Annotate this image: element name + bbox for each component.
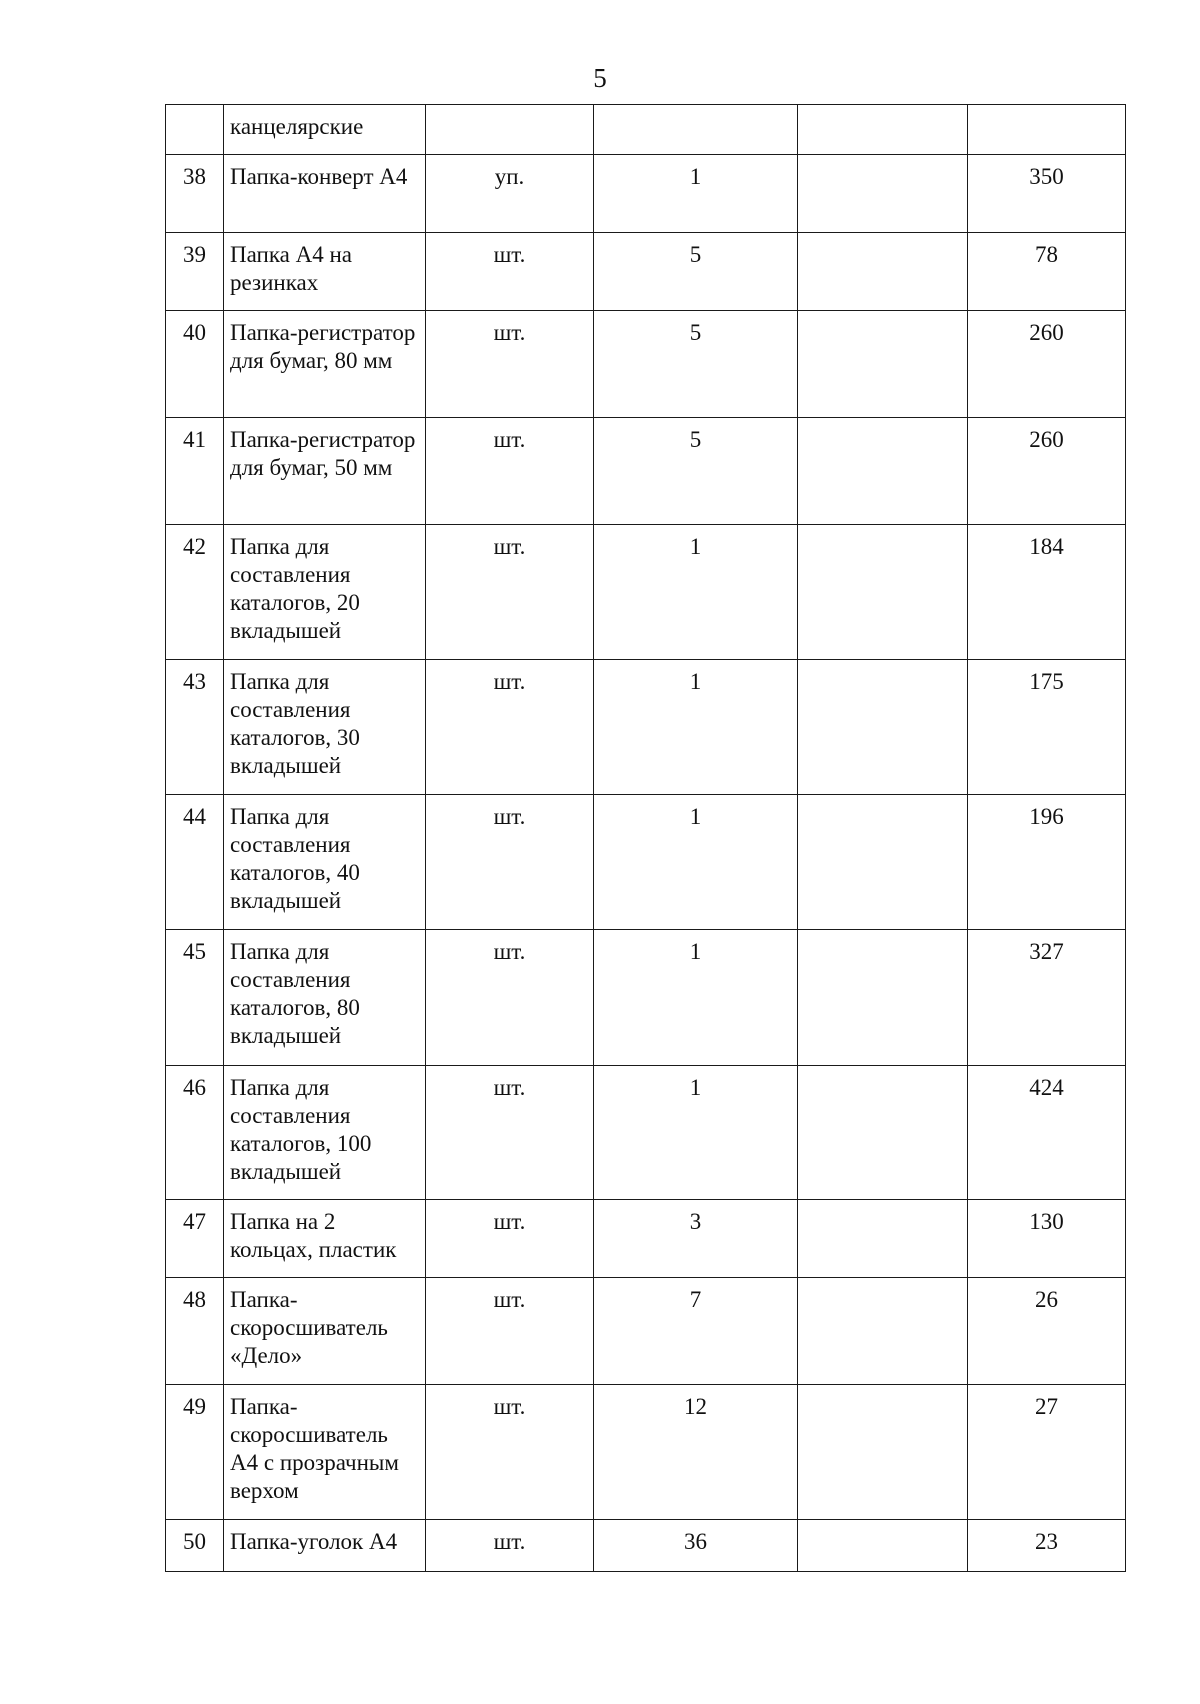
item-unit: шт. xyxy=(426,795,594,930)
item-price: 196 xyxy=(968,795,1126,930)
item-price: 130 xyxy=(968,1200,1126,1278)
table-row xyxy=(166,1385,1126,1520)
item-name: Папка-скоросшиватель «Дело» xyxy=(224,1278,426,1385)
item-quantity: 1 xyxy=(594,155,798,233)
item-quantity: 3 xyxy=(594,1200,798,1278)
empty-cell xyxy=(798,418,968,525)
item-unit: шт. xyxy=(426,525,594,660)
item-name: Папка-уголок А4 xyxy=(224,1520,426,1572)
empty-cell xyxy=(798,155,968,233)
item-unit: шт. xyxy=(426,1520,594,1572)
table-row xyxy=(166,155,1126,233)
page-number: 5 xyxy=(593,63,607,93)
empty-cell xyxy=(798,1278,968,1385)
item-unit: шт. xyxy=(426,930,594,1066)
empty-cell xyxy=(798,311,968,418)
item-quantity: 7 xyxy=(594,1278,798,1385)
row-number: 43 xyxy=(166,660,224,795)
item-price: 78 xyxy=(968,233,1126,311)
item-quantity: 12 xyxy=(594,1385,798,1520)
row-number: 45 xyxy=(166,930,224,1066)
item-unit: уп. xyxy=(426,155,594,233)
item-unit: шт. xyxy=(426,311,594,418)
row-number: 38 xyxy=(166,155,224,233)
empty-cell xyxy=(798,1066,968,1200)
row-number: 42 xyxy=(166,525,224,660)
table-row xyxy=(166,105,1126,155)
table-row xyxy=(166,418,1126,525)
empty-cell xyxy=(798,105,968,155)
item-quantity: 1 xyxy=(594,795,798,930)
items-table xyxy=(165,104,1126,1572)
item-name: Папка для составления каталогов, 40 вкладышей xyxy=(224,795,426,930)
empty-cell xyxy=(798,930,968,1066)
item-price: 175 xyxy=(968,660,1126,795)
item-name: канцелярские xyxy=(224,105,426,155)
empty-cell xyxy=(798,525,968,660)
item-price: 327 xyxy=(968,930,1126,1066)
table-row xyxy=(166,795,1126,930)
row-number: 50 xyxy=(166,1520,224,1572)
row-number xyxy=(166,105,224,155)
item-quantity: 1 xyxy=(594,525,798,660)
item-name: Папка-скоросшиватель А4 с прозрачным верхом xyxy=(224,1385,426,1520)
item-price: 260 xyxy=(968,418,1126,525)
table-row xyxy=(166,233,1126,311)
table-row xyxy=(166,1520,1126,1572)
item-price: 27 xyxy=(968,1385,1126,1520)
item-name: Папка для составления каталогов, 100 вкладышей xyxy=(224,1066,426,1200)
row-number: 46 xyxy=(166,1066,224,1200)
item-name: Папка А4 на резинках xyxy=(224,233,426,311)
item-unit: шт. xyxy=(426,1066,594,1200)
empty-cell xyxy=(798,1200,968,1278)
item-name: Папка на 2 кольцах, пластик xyxy=(224,1200,426,1278)
item-quantity: 36 xyxy=(594,1520,798,1572)
item-quantity: 5 xyxy=(594,311,798,418)
table-row xyxy=(166,311,1126,418)
table-row xyxy=(166,1278,1126,1385)
item-price: 26 xyxy=(968,1278,1126,1385)
item-name: Папка-регистратор для бумаг, 80 мм xyxy=(224,311,426,418)
item-unit: шт. xyxy=(426,660,594,795)
row-number: 48 xyxy=(166,1278,224,1385)
item-quantity: 5 xyxy=(594,233,798,311)
empty-cell xyxy=(798,233,968,311)
empty-cell xyxy=(798,1520,968,1572)
item-price: 23 xyxy=(968,1520,1126,1572)
item-name: Папка-регистратор для бумаг, 50 мм xyxy=(224,418,426,525)
row-number: 44 xyxy=(166,795,224,930)
table-row xyxy=(166,930,1126,1066)
item-quantity: 1 xyxy=(594,930,798,1066)
empty-cell xyxy=(798,1385,968,1520)
row-number: 41 xyxy=(166,418,224,525)
item-quantity: 5 xyxy=(594,418,798,525)
item-quantity: 1 xyxy=(594,1066,798,1200)
row-number: 39 xyxy=(166,233,224,311)
item-quantity xyxy=(594,105,798,155)
item-name: Папка для составления каталогов, 20 вкладышей xyxy=(224,525,426,660)
row-number: 47 xyxy=(166,1200,224,1278)
item-name: Папка для составления каталогов, 80 вкладышей xyxy=(224,930,426,1066)
table-row xyxy=(166,660,1126,795)
empty-cell xyxy=(798,795,968,930)
row-number: 49 xyxy=(166,1385,224,1520)
item-price: 184 xyxy=(968,525,1126,660)
empty-cell xyxy=(798,660,968,795)
row-number: 40 xyxy=(166,311,224,418)
item-unit: шт. xyxy=(426,418,594,525)
item-price: 350 xyxy=(968,155,1126,233)
item-unit xyxy=(426,105,594,155)
item-name: Папка для составления каталогов, 30 вкладышей xyxy=(224,660,426,795)
item-quantity: 1 xyxy=(594,660,798,795)
item-unit: шт. xyxy=(426,1200,594,1278)
item-price: 424 xyxy=(968,1066,1126,1200)
item-unit: шт. xyxy=(426,233,594,311)
item-price xyxy=(968,105,1126,155)
table-row xyxy=(166,525,1126,660)
item-price: 260 xyxy=(968,311,1126,418)
item-unit: шт. xyxy=(426,1278,594,1385)
item-unit: шт. xyxy=(426,1385,594,1520)
item-name: Папка-конверт А4 xyxy=(224,155,426,233)
table-row xyxy=(166,1066,1126,1200)
table-row xyxy=(166,1200,1126,1278)
